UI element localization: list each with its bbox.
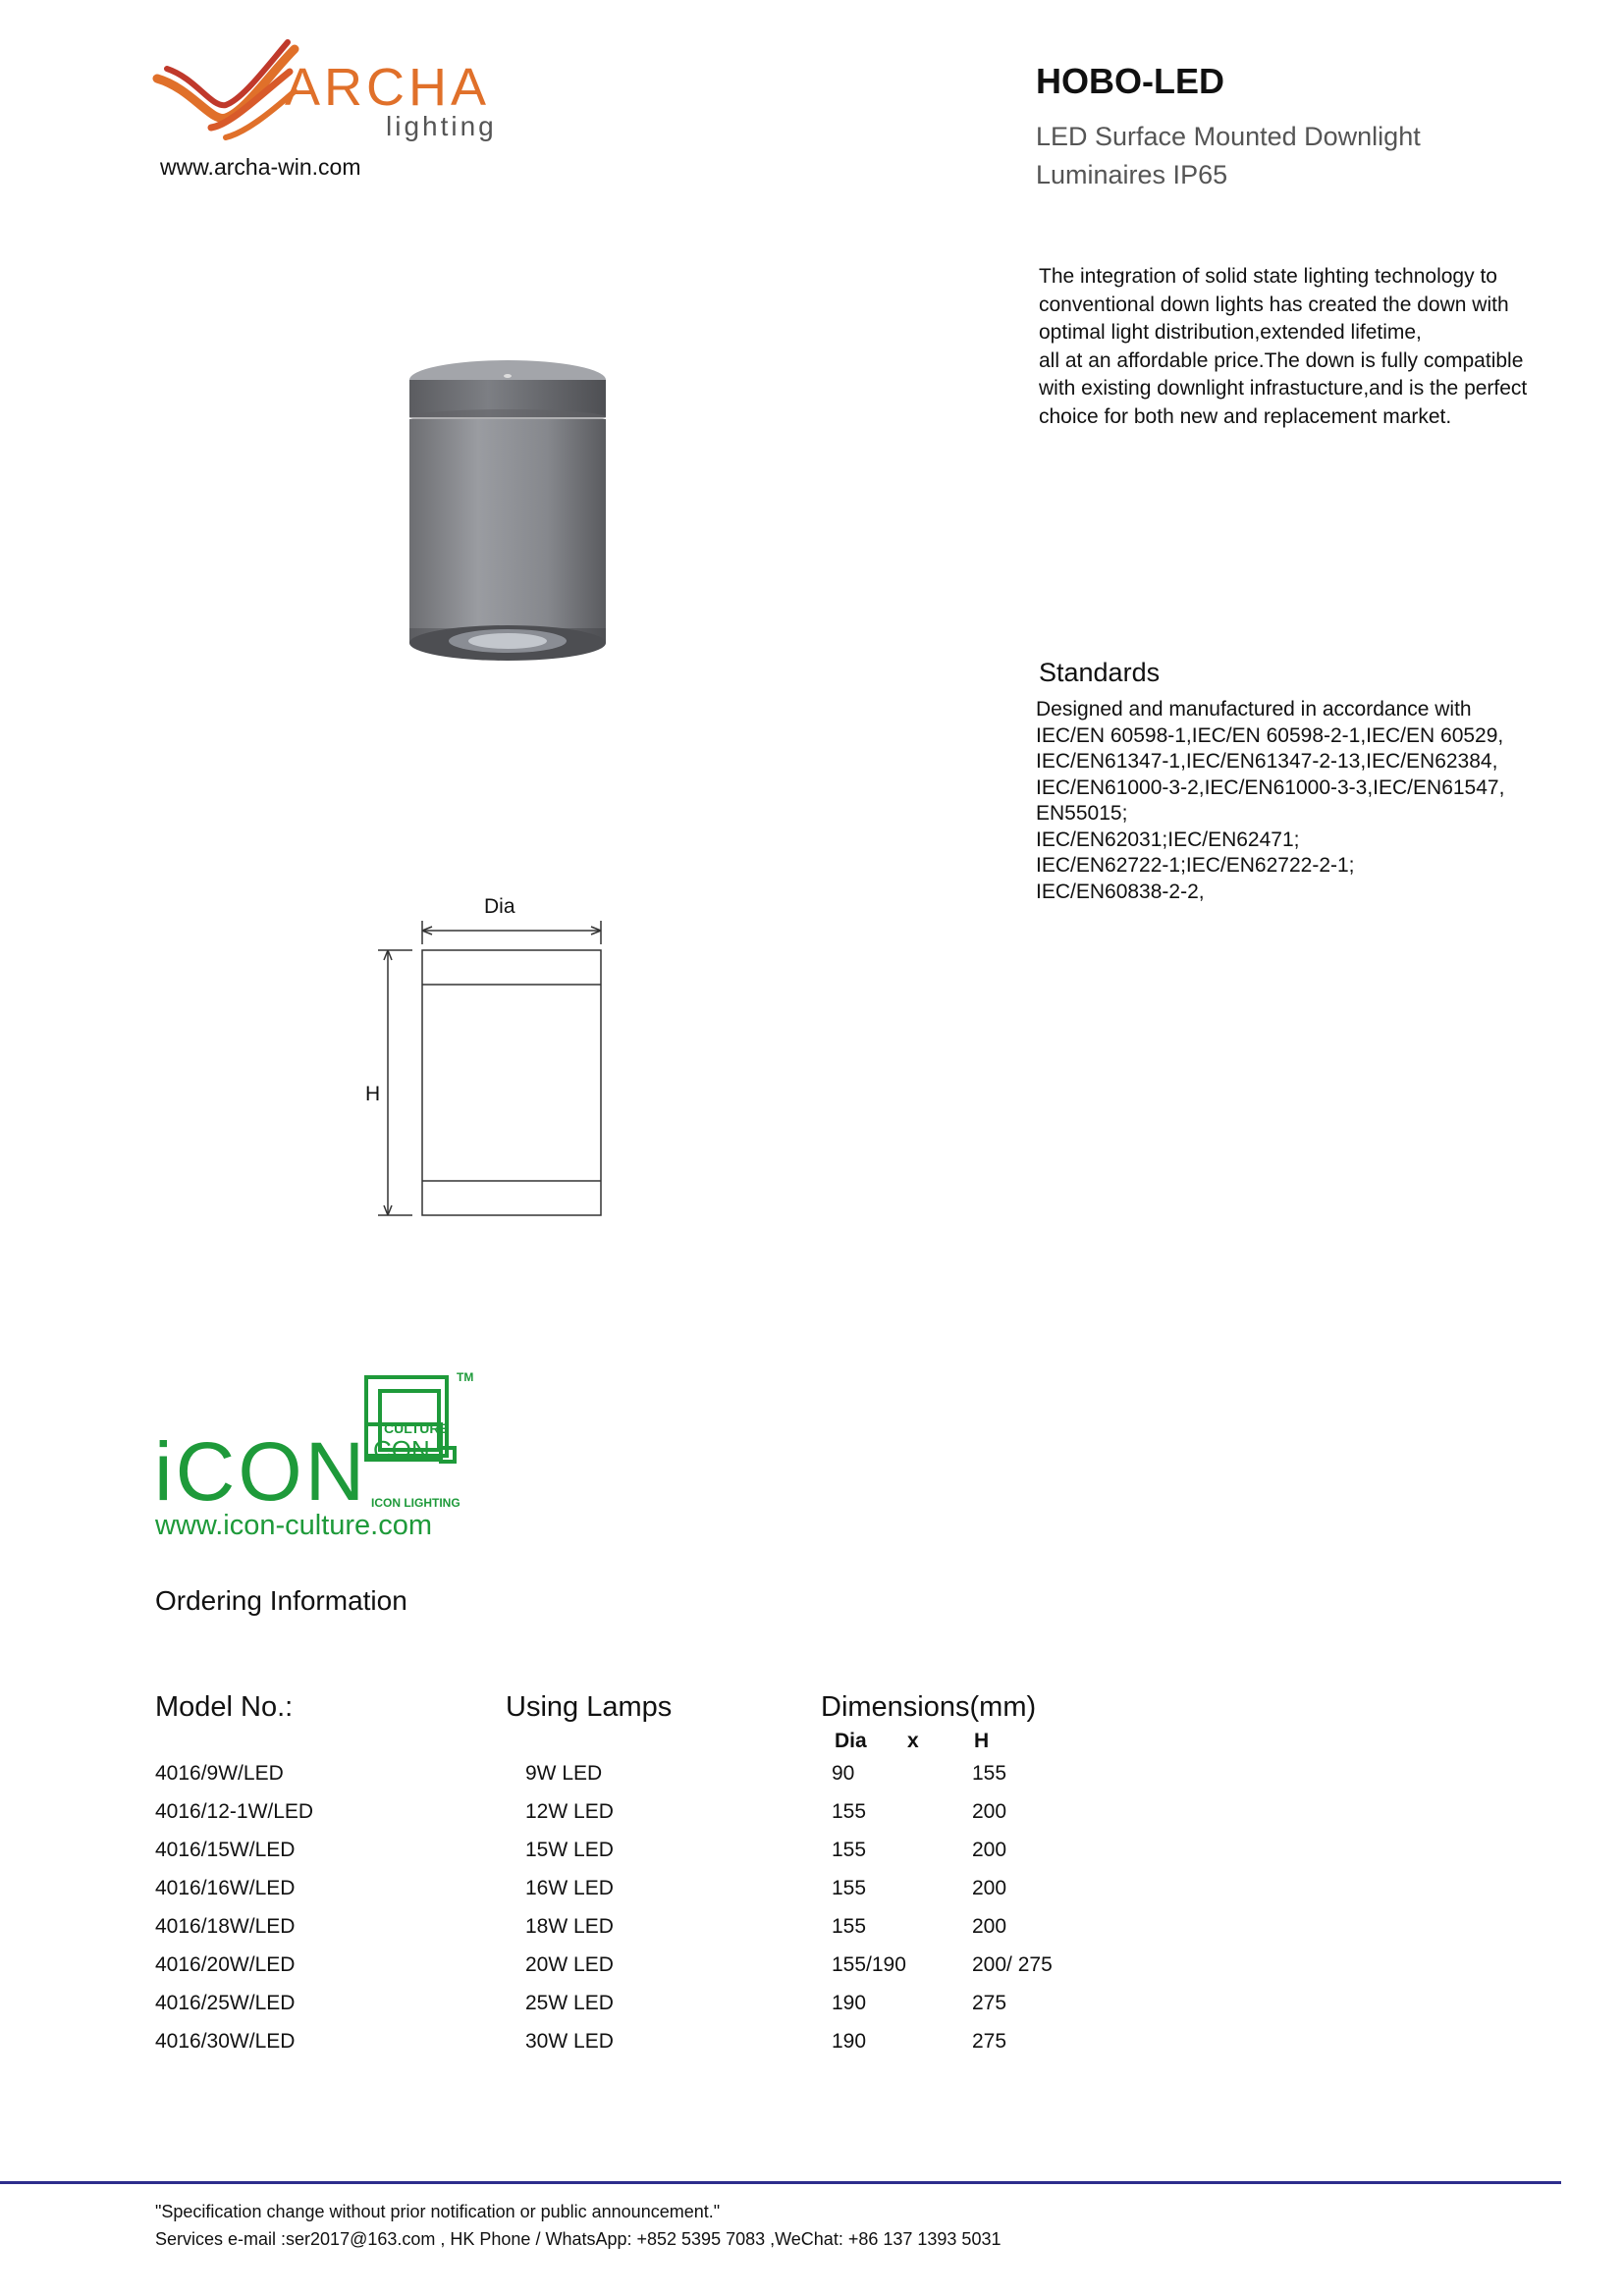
standards-line: Designed and manufactured in accordance with: [1036, 698, 1472, 721]
archa-brand-name: ARCHA: [285, 58, 491, 117]
row-h: 200: [972, 1839, 1007, 1861]
row-lamp: 30W LED: [525, 2030, 614, 2053]
row-h: 275: [972, 1992, 1007, 2014]
row-model: 4016/9W/LED: [155, 1762, 284, 1785]
row-model: 4016/15W/LED: [155, 1839, 296, 1861]
intro-line: choice for both new and replacement market.: [1039, 404, 1452, 428]
intro-line: The integration of solid state lighting technology to: [1039, 265, 1497, 288]
row-dia: 155: [832, 1839, 867, 1861]
standards-line: IEC/EN62031;IEC/EN62471;: [1036, 828, 1300, 851]
dimension-drawing: [353, 883, 628, 1227]
row-lamp: 20W LED: [525, 1953, 614, 1976]
standards-line: IEC/EN60838-2-2,: [1036, 880, 1205, 903]
footer-disclaimer: "Specification change without prior notification or public announcement.": [155, 2202, 721, 2221]
product-title: HOBO-LED: [1036, 61, 1224, 101]
row-h: 200: [972, 1877, 1007, 1899]
row-dia: 155: [832, 1877, 867, 1899]
row-dia: 190: [832, 1992, 867, 2014]
row-h: 200/ 275: [972, 1953, 1053, 1976]
row-h: 200: [972, 1800, 1007, 1823]
archa-swoosh-icon: [157, 42, 295, 137]
row-h: 275: [972, 2030, 1007, 2053]
row-lamp: 9W LED: [525, 1762, 603, 1785]
ordering-title: Ordering Information: [155, 1585, 407, 1616]
row-lamp: 15W LED: [525, 1839, 614, 1861]
intro-text: [1039, 263, 1589, 431]
row-h: 155: [972, 1762, 1007, 1785]
row-model: 4016/18W/LED: [155, 1915, 296, 1938]
icon-website: www.icon-culture.com: [155, 1510, 433, 1541]
icon-culture-logo: [152, 1367, 496, 1510]
standards-list: [1036, 697, 1586, 905]
standards-line: IEC/EN62722-1;IEC/EN62722-2-1;: [1036, 854, 1355, 877]
dia-label: Dia: [484, 895, 515, 918]
archa-tagline: lighting: [386, 111, 497, 141]
row-lamp: 12W LED: [525, 1800, 614, 1823]
product-subtitle: [1036, 118, 1546, 194]
product-photo: [403, 358, 614, 667]
header-model: Model No.:: [155, 1691, 294, 1723]
intro-line: all at an affordable price.The down is fully compatible: [1039, 348, 1524, 372]
header-lamps: Using Lamps: [506, 1691, 673, 1723]
h-label: H: [365, 1083, 381, 1105]
header-h: H: [974, 1730, 990, 1752]
subtitle-line: LED Surface Mounted Downlight: [1036, 122, 1421, 151]
icon-culture-text: CULTURE: [384, 1420, 449, 1436]
icon-tm-text: TM: [457, 1370, 474, 1384]
row-h: 200: [972, 1915, 1007, 1938]
icon-con-text: CON: [373, 1435, 430, 1465]
row-model: 4016/30W/LED: [155, 2030, 296, 2053]
row-dia: 155/190: [832, 1953, 906, 1976]
header-dimensions: Dimensions(mm): [821, 1691, 1037, 1723]
row-model: 4016/12-1W/LED: [155, 1800, 314, 1823]
subtitle-line: Luminaires IP65: [1036, 160, 1228, 189]
intro-line: optimal light distribution,extended lifetime,: [1039, 321, 1422, 344]
archa-logo: [152, 34, 525, 147]
row-lamp: 25W LED: [525, 1992, 614, 2014]
row-dia: 155: [832, 1800, 867, 1823]
row-model: 4016/16W/LED: [155, 1877, 296, 1899]
standards-line: IEC/EN61000-3-2,IEC/EN61000-3-3,IEC/EN61547,: [1036, 775, 1505, 799]
standards-title: Standards: [1039, 658, 1161, 687]
row-lamp: 16W LED: [525, 1877, 614, 1899]
archa-website: www.archa-win.com: [160, 154, 361, 180]
row-model: 4016/25W/LED: [155, 1992, 296, 2014]
row-dia: 155: [832, 1915, 867, 1938]
header-dia: Dia: [835, 1730, 867, 1752]
drawing-body: [422, 950, 601, 1215]
row-lamp: 18W LED: [525, 1915, 614, 1938]
standards-line: IEC/EN61347-1,IEC/EN61347-2-13,IEC/EN62384,: [1036, 750, 1498, 773]
footer-divider: [0, 2181, 1561, 2184]
row-dia: 90: [832, 1762, 855, 1785]
footer-contact: Services e-mail :ser2017@163.com , HK Phone / WhatsApp: +852 5395 7083 ,WeChat: +86 137 1393 5031: [155, 2229, 1001, 2249]
standards-line: EN55015;: [1036, 802, 1128, 825]
icon-sub-text: ICON LIGHTING: [371, 1496, 460, 1510]
intro-line: conventional down lights has created the down with: [1039, 293, 1509, 316]
standards-line: IEC/EN 60598-1,IEC/EN 60598-2-1,IEC/EN 60529,: [1036, 723, 1504, 747]
icon-brand-name: iCON: [154, 1425, 368, 1510]
intro-line: with existing downlight infrastucture,and is the perfect: [1039, 377, 1528, 400]
header-x: x: [907, 1730, 919, 1752]
row-dia: 190: [832, 2030, 867, 2053]
row-model: 4016/20W/LED: [155, 1953, 296, 1976]
